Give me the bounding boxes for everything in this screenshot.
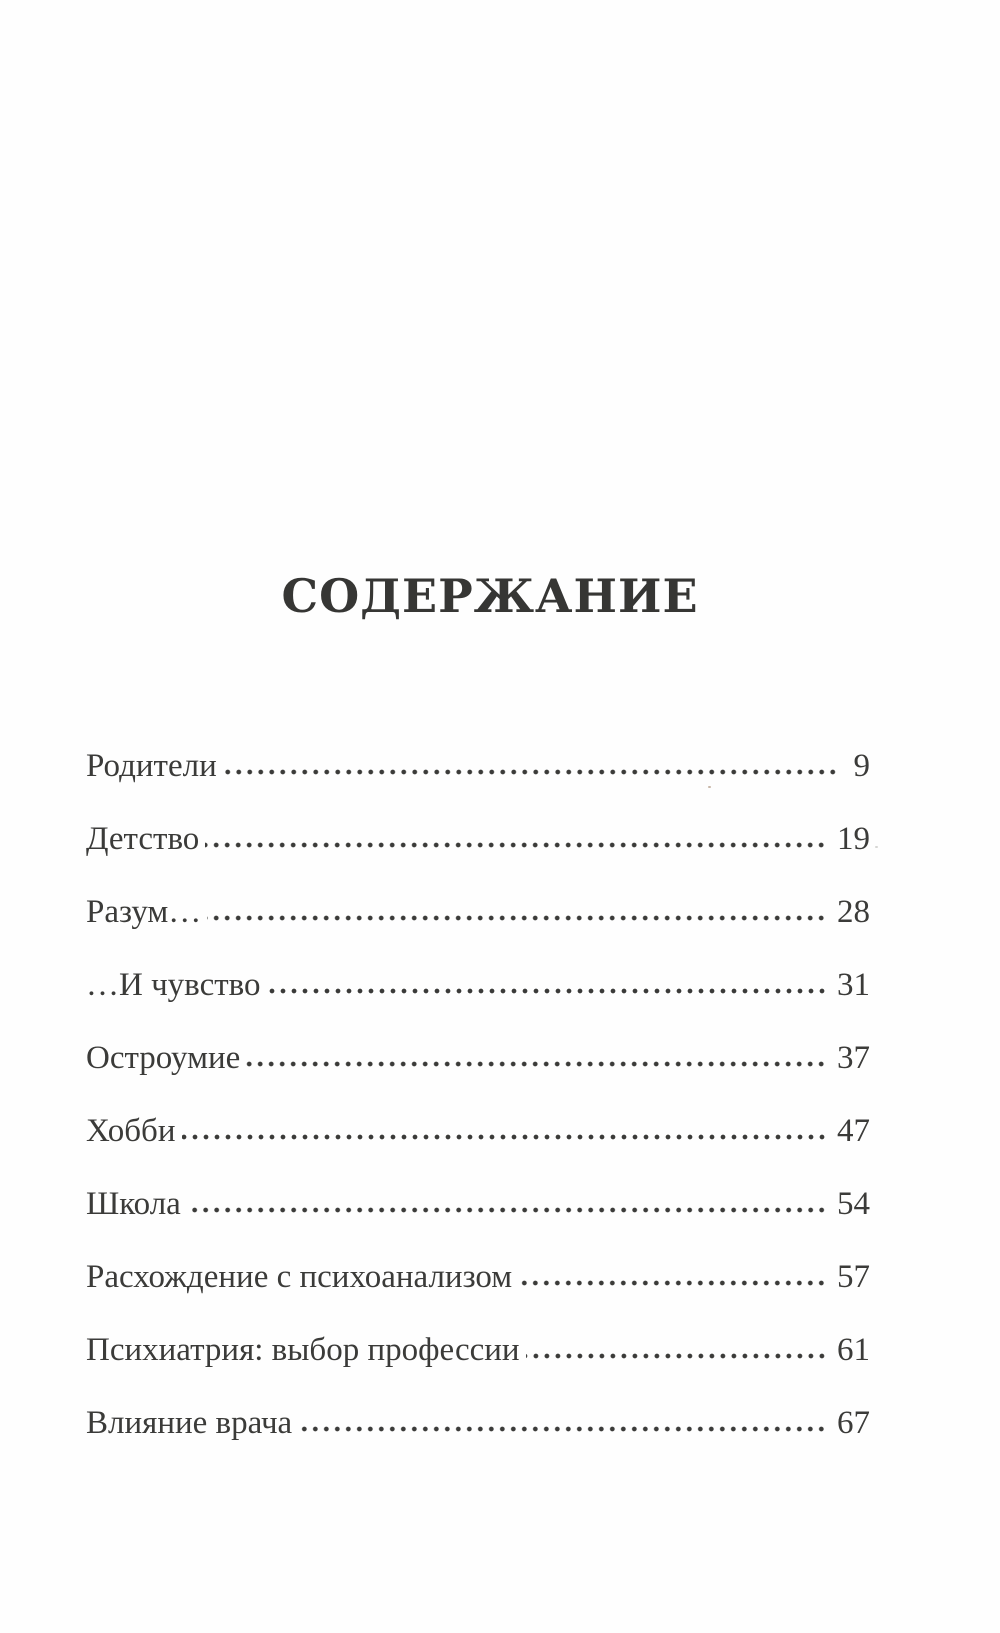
toc-entry-title: Детство (86, 821, 200, 857)
toc-entry[interactable] (86, 882, 870, 955)
page-title: СОДЕРЖАНИЕ (281, 569, 699, 623)
toc-entry-title: …И чувство (86, 967, 261, 1003)
toc-entry[interactable] (86, 809, 870, 882)
toc-entry-title: Разум… (86, 894, 202, 930)
toc-page-number: 37 (837, 1040, 870, 1076)
toc-page-number: 57 (837, 1259, 870, 1295)
toc-entry[interactable] (86, 1174, 870, 1247)
dot-leader (205, 841, 827, 849)
toc-page-number: 9 (853, 748, 870, 784)
toc-entry-title: Остроумие (86, 1040, 241, 1076)
toc-page-number: 47 (837, 1113, 870, 1149)
print-speck (708, 786, 711, 788)
toc-page-number: 61 (837, 1332, 870, 1368)
dot-leader (187, 1206, 827, 1214)
print-speck (875, 846, 878, 848)
toc-entry-title: Расхождение с психоанализом (86, 1259, 513, 1295)
dot-leader (298, 1425, 827, 1433)
dot-leader (207, 914, 827, 922)
toc-entry[interactable] (86, 1247, 870, 1320)
toc-page-number: 28 (837, 894, 870, 930)
table-of-contents (86, 736, 870, 1466)
toc-entry[interactable] (86, 1028, 870, 1101)
dot-leader (246, 1060, 827, 1068)
toc-entry[interactable] (86, 955, 870, 1028)
toc-entry-title: Влияние врача (86, 1405, 293, 1441)
toc-page-number: 67 (837, 1405, 870, 1441)
toc-entry-title: Хобби (86, 1113, 176, 1149)
toc-entry-title: Психиатрия: выбор профессии (86, 1332, 520, 1368)
toc-page-number: 31 (837, 967, 870, 1003)
toc-entry[interactable] (86, 1320, 870, 1393)
toc-page-number: 54 (837, 1186, 870, 1222)
toc-entry-title: Школа (86, 1186, 181, 1222)
dot-leader (518, 1279, 827, 1287)
toc-entry[interactable] (86, 1101, 870, 1174)
dot-leader (223, 768, 838, 776)
toc-page-number: 19 (837, 821, 870, 857)
toc-entry[interactable] (86, 736, 870, 809)
dot-leader (182, 1133, 828, 1141)
dot-leader (267, 987, 828, 995)
toc-entry-title: Родители (86, 748, 217, 784)
toc-entry[interactable] (86, 1393, 870, 1466)
dot-leader (526, 1352, 827, 1360)
